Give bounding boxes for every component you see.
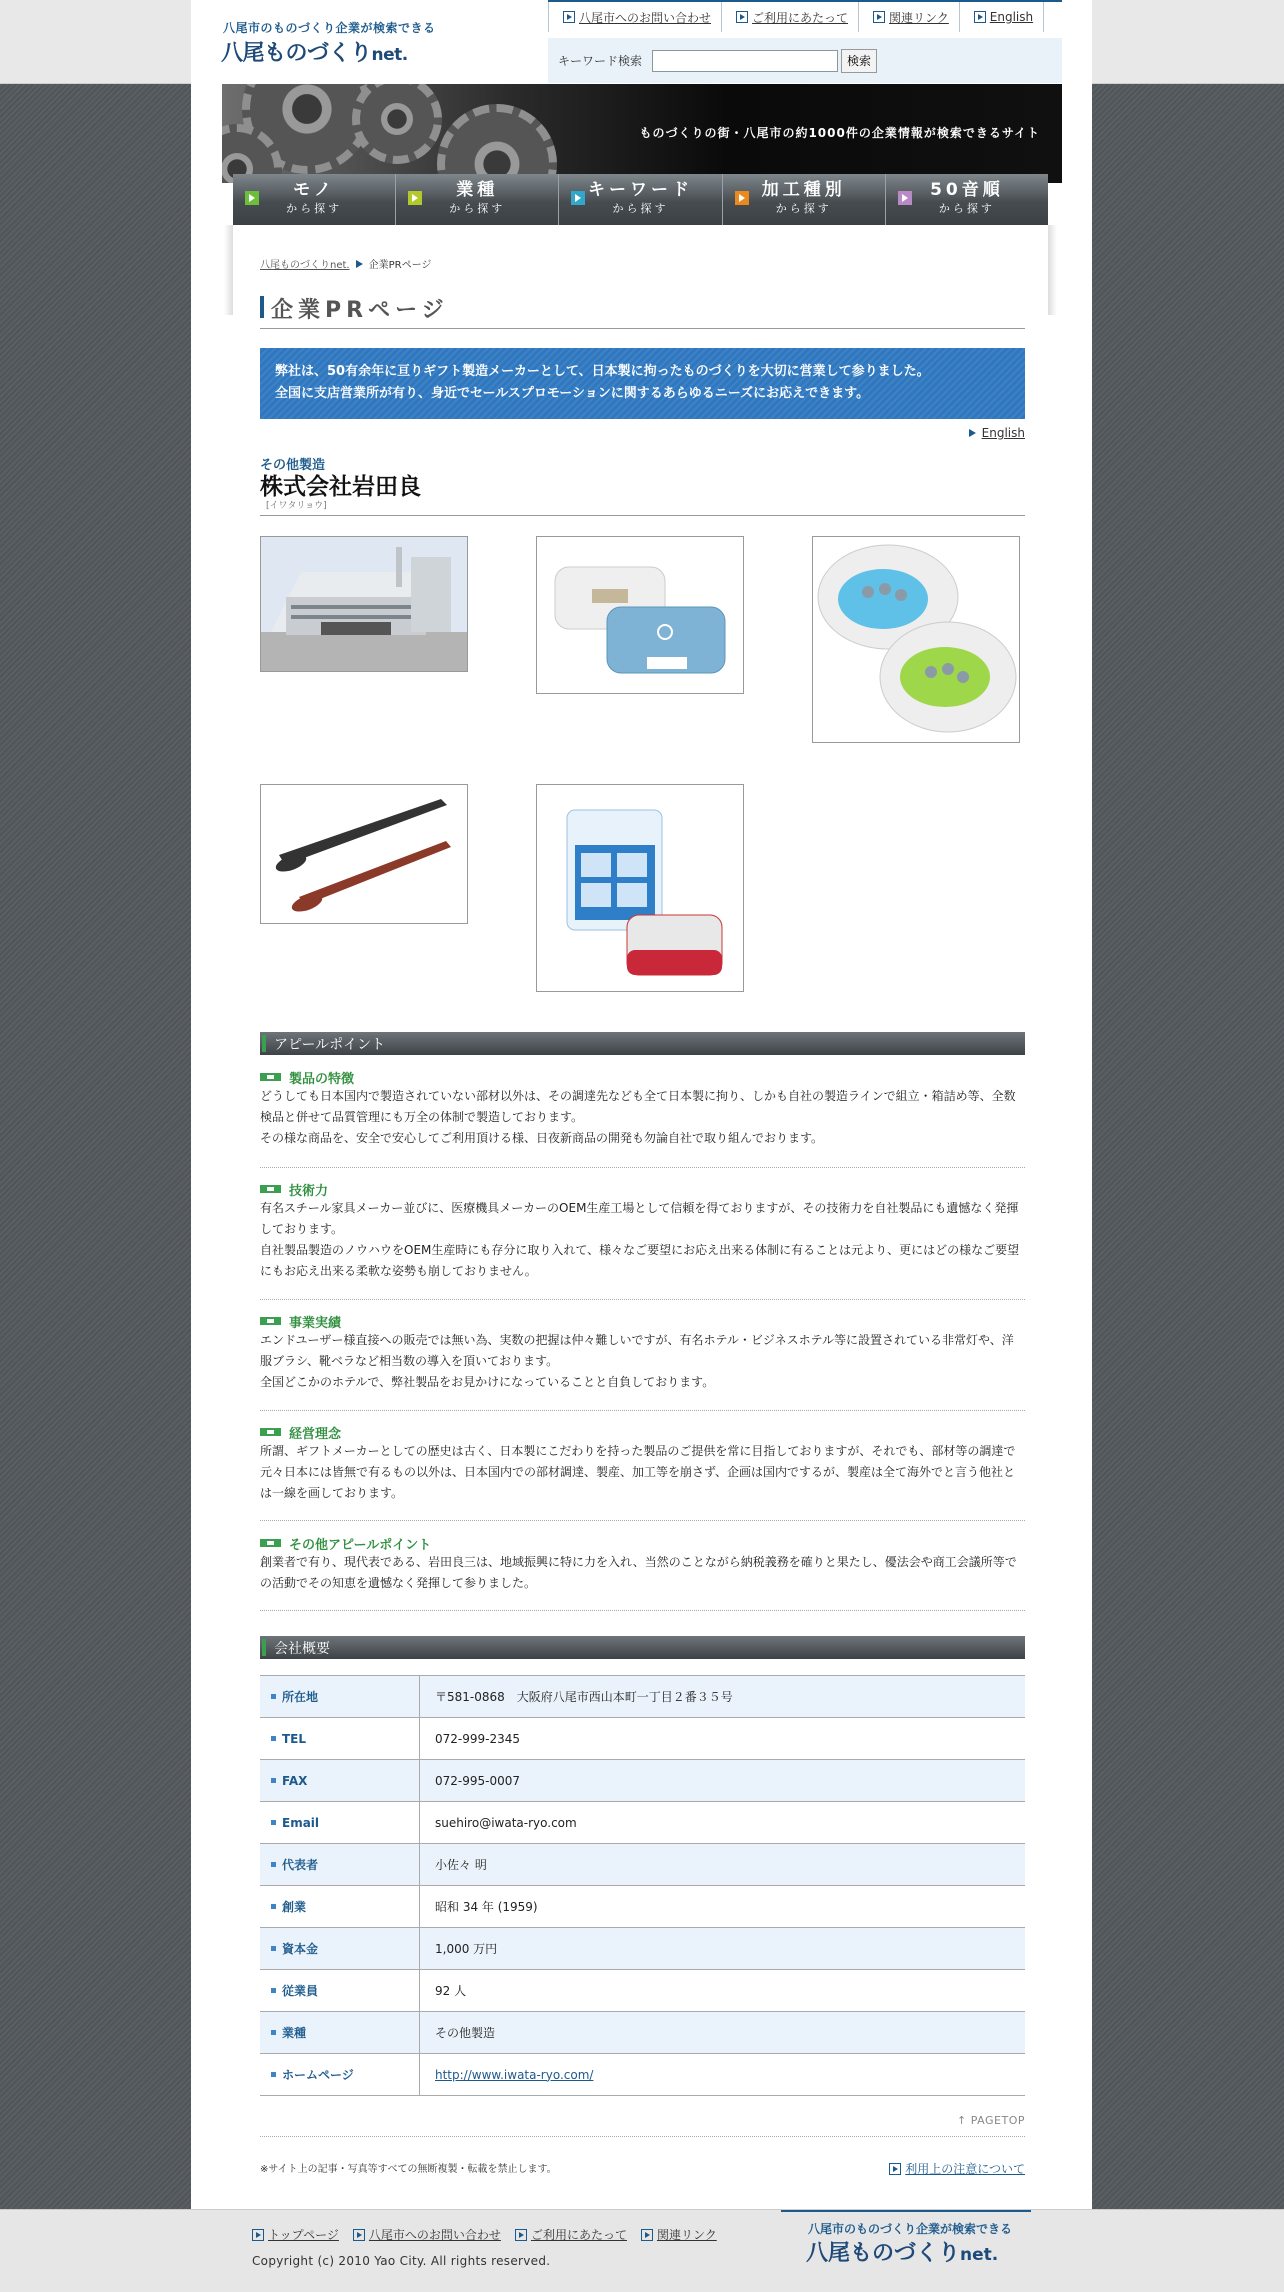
english-page-link[interactable] — [963, 426, 1025, 440]
table-row — [260, 1928, 1025, 1970]
appeal-text: 有名スチール家具メーカー並びに、医療機具メーカーのOEM生産工場として信頼を得ておりますが、その技術力を自社製品にも遺憾なく発揮しております。 — [260, 1201, 1019, 1236]
appeal-title — [260, 1180, 1025, 1198]
row-label: 代表者 — [260, 1844, 420, 1885]
copyright-notice: ※サイト上の記事・写真等すべての無断複製・転載を禁止します。 — [260, 2164, 557, 2175]
gnav-sublabel: から探す — [449, 202, 506, 215]
photo-shoehorn[interactable] — [260, 784, 468, 924]
arrow-icon — [245, 191, 259, 205]
footer-nav-contact[interactable] — [353, 2226, 501, 2243]
header-nav-link[interactable]: English — [989, 10, 1034, 24]
triangle-icon — [969, 429, 976, 437]
pr-line: 全国に支店営業所が有り、身近でセールスプロモーションに関するあらゆるニーズにお応えできます。 — [275, 386, 870, 401]
footer-nav-top[interactable] — [252, 2226, 339, 2243]
appeal-title — [260, 1534, 1025, 1552]
label-icon — [260, 1185, 281, 1193]
gnav-sublabel: から探す — [775, 202, 832, 215]
row-label: ホームページ — [260, 2054, 420, 2095]
appeal-text: 自社製品製造のノウハウをOEM生産時にも存分に取り入れて、様々なご要望にお応え出来る体制に有ることは元より、更にはどの様なご要望にもお応え出来る柔軟な姿勢も崩しておりません。 — [260, 1243, 1020, 1278]
table-row — [260, 1886, 1025, 1928]
appeal-text: 全国どこかのホテルで、弊社製品をお見かけになっていることと自負しております。 — [260, 1375, 715, 1389]
gnav-label: キーワード — [588, 180, 693, 200]
footer-nav-link[interactable]: ご利用にあたって — [530, 2228, 627, 2242]
footer-logo-net: net. — [960, 2245, 999, 2265]
gnav-label: 50音順 — [930, 180, 1004, 200]
banner-caption: ものづくりの街・八尾市の約1000件の企業情報が検索できるサイト — [639, 126, 1040, 140]
gnav-item-kana[interactable] — [886, 174, 1048, 225]
row-value: 昭和 34 年 (1959) — [435, 1900, 538, 1914]
appeal-title-text: 製品の特徴 — [289, 1071, 355, 1087]
page-title: 企業PRページ — [260, 293, 1025, 329]
table-row — [260, 2054, 1025, 2096]
table-row — [260, 1676, 1025, 1718]
footer-logo[interactable] — [806, 2236, 998, 2267]
site-logo[interactable] — [221, 36, 408, 67]
header-nav-english[interactable] — [959, 2, 1044, 32]
company-overview-table — [260, 1675, 1025, 2096]
footer-nav-usage[interactable] — [515, 2226, 627, 2243]
row-value: suehiro@iwata-ryo.com — [435, 1815, 577, 1830]
row-label: 資本金 — [260, 1928, 420, 1969]
row-label: 創業 — [260, 1886, 420, 1927]
arrow-icon — [898, 191, 912, 205]
arrow-icon — [515, 2229, 527, 2241]
row-value: 〒581-0868 大阪府八尾市西山本町一丁目２番３５号 — [435, 1690, 733, 1704]
arrow-icon — [889, 2163, 901, 2175]
label-icon — [260, 1539, 281, 1547]
gnav-sublabel: から探す — [612, 202, 669, 215]
breadcrumb-home[interactable]: 八尾ものづくりnet. — [260, 260, 350, 271]
footer-nav-links[interactable] — [641, 2226, 717, 2243]
search-input[interactable] — [652, 50, 838, 72]
appeal-title — [260, 1068, 1025, 1086]
row-label: Email — [260, 1802, 420, 1843]
arrow-icon — [252, 2229, 264, 2241]
appeal-title-text: 技術力 — [289, 1183, 329, 1199]
footer-nav — [252, 2226, 731, 2243]
company-kana: [イワタリョウ] — [266, 501, 327, 511]
appeal-title — [260, 1312, 1025, 1330]
header-nav-link[interactable]: ご利用にあたって — [752, 10, 849, 25]
arrow-icon — [641, 2229, 653, 2241]
arrow-icon — [974, 11, 986, 23]
row-value: 072-999-2345 — [435, 1731, 521, 1746]
gear-icon — [437, 104, 557, 183]
arrow-icon — [571, 191, 585, 205]
company-name: 株式会社岩田良 — [260, 474, 421, 500]
appeal-item-other — [260, 1534, 1025, 1611]
table-row — [260, 1844, 1025, 1886]
breadcrumb — [260, 256, 431, 271]
appeal-text: 所謂、ギフトメーカーとしての歴史は古く、日本製にこだわりを持った製品のご提供を常に目指しておりますが、それでも、部材等の調達で元々日本には皆無で有るもの以外は、日本国内での部材調達、製産、加工等を崩さず、企画は国内でするが、製産は全て海外でと言う他社とは一線を画しております。 — [260, 1444, 1016, 1500]
arrow-icon — [563, 11, 575, 23]
homepage-link[interactable]: http://www.iwata-ryo.com/ — [435, 2067, 594, 2082]
global-nav — [233, 174, 1048, 225]
row-label: 業種 — [260, 2012, 420, 2053]
triangle-icon — [356, 260, 363, 268]
label-icon — [260, 1428, 281, 1436]
page-container — [191, 0, 1092, 2292]
row-value: その他製造 — [435, 2026, 496, 2040]
table-row — [260, 1802, 1025, 1844]
nav-shadow — [224, 225, 233, 315]
appeal-text: エンドユーザー様直接への販売では無い為、実数の把握は仲々難しいですが、有名ホテル・ビジネスホテル等に設置されている非常灯や、洋服ブラシ、靴ベラなど相当数の導入を頂いております。 — [260, 1333, 1014, 1368]
photo-medi-case[interactable] — [536, 784, 744, 992]
photo-pill-case[interactable] — [536, 536, 744, 694]
usage-notice-link[interactable] — [889, 2160, 1025, 2177]
nav-shadow — [1048, 225, 1057, 315]
header-nav-link[interactable]: 関連リンク — [889, 10, 949, 25]
keyword-search-bar — [548, 38, 1062, 83]
row-value — [420, 2054, 1025, 2095]
gnav-item-keyword[interactable] — [559, 174, 722, 225]
gear-icon — [352, 84, 442, 164]
logo-net: net. — [371, 45, 408, 65]
label-icon — [260, 1317, 281, 1325]
row-label: 所在地 — [260, 1676, 420, 1717]
section-heading-appeal: アピールポイント — [260, 1032, 1025, 1055]
gnav-sublabel: から探す — [938, 202, 995, 215]
header-nav-link[interactable]: 八尾市へのお問い合わせ — [579, 10, 712, 25]
footer-nav-link[interactable]: トップページ — [268, 2228, 339, 2242]
pr-line: 弊社は、50有余年に亘りギフト製造メーカーとして、日本製に拘ったものづくりを大切に営業して参りました。 — [275, 364, 930, 379]
logo-text: 八尾ものづくり — [221, 41, 372, 66]
table-row — [260, 1970, 1025, 2012]
divider — [260, 515, 1025, 516]
appeal-item-features — [260, 1068, 1025, 1168]
appeal-text: 創業者で有り、現代表である、岩田良三は、地域振興に特に力を入れ、当然のことながら納税義務を確りと果たし、優法会や商工会議所等での活動でその知恵を遺憾なく発揮して参りました。 — [260, 1555, 1017, 1590]
section-heading-overview: 会社概要 — [260, 1636, 1025, 1659]
table-row — [260, 1718, 1025, 1760]
appeal-item-track-record — [260, 1312, 1025, 1411]
arrow-icon — [873, 11, 885, 23]
english-link-text[interactable]: English — [981, 426, 1025, 440]
arrow-icon — [735, 191, 749, 205]
gnav-label: 加工種別 — [761, 180, 846, 200]
row-value: 1,000 万円 — [435, 1942, 498, 1956]
appeal-item-technology — [260, 1180, 1025, 1300]
footer-logo-bar — [781, 2210, 1031, 2212]
header-nav-links[interactable] — [858, 2, 959, 32]
copyright: Copyright (c) 2010 Yao City. All rights reserved. — [252, 2254, 551, 2268]
row-label: TEL — [260, 1718, 420, 1759]
row-value: 072-995-0007 — [435, 1773, 521, 1788]
search-button[interactable]: 検索 — [841, 49, 877, 73]
appeal-title-text: 事業実績 — [289, 1315, 342, 1331]
header-nav-contact[interactable] — [548, 2, 721, 32]
search-label: キーワード検索 — [558, 54, 643, 68]
table-row — [260, 2012, 1025, 2054]
pagetop-link[interactable]: ↑ PAGETOP — [957, 2114, 1025, 2127]
footer — [0, 2209, 1284, 2292]
pagetop-text: PAGETOP — [970, 2114, 1025, 2127]
appeal-item-philosophy — [260, 1423, 1025, 1521]
hero-banner — [222, 84, 1062, 183]
arrow-icon — [353, 2229, 365, 2241]
appeal-text: その様な商品を、安全で安心してご利用頂ける様、日夜新商品の開発も勿論自社で取り組んでおります。 — [260, 1131, 824, 1145]
footer-nav-link[interactable]: 関連リンク — [656, 2228, 717, 2242]
footer-logo-text: 八尾ものづくり — [806, 2241, 961, 2266]
header-nav — [548, 0, 1062, 30]
gnav-item-industry[interactable] — [396, 174, 559, 225]
gnav-label: モノ — [293, 180, 336, 200]
arrow-icon — [408, 191, 422, 205]
logo-tagline: 八尾市のものづくり企業が検索できる — [223, 21, 436, 35]
divider — [260, 2136, 1025, 2137]
company-category: その他製造 — [260, 458, 326, 473]
footer-logo-tagline: 八尾市のものづくり企業が検索できる — [808, 2222, 1013, 2236]
table-row — [260, 1760, 1025, 1802]
pr-message — [260, 348, 1025, 419]
usage-notice-text[interactable]: 利用上の注意について — [905, 2162, 1025, 2176]
appeal-title — [260, 1423, 1025, 1441]
row-label: 従業員 — [260, 1970, 420, 2011]
appeal-text: どうしても日本国内で製造されていない部材以外は、その調達先なども全て日本製に拘り、しかも自社の製造ラインで組立・箱詰め等、全数検品と併せて品質管理にも万全の体制で製造しております。 — [260, 1089, 1016, 1124]
gnav-item-mono[interactable] — [233, 174, 396, 225]
row-value: 小佐々 明 — [435, 1858, 487, 1872]
row-label: FAX — [260, 1760, 420, 1801]
header-nav-usage[interactable] — [721, 2, 858, 32]
footer-nav-link[interactable]: 八尾市へのお問い合わせ — [368, 2228, 501, 2242]
gnav-label: 業種 — [456, 180, 499, 200]
photo-foot-massager[interactable] — [812, 536, 1020, 743]
label-icon — [260, 1073, 281, 1081]
appeal-title-text: 経営理念 — [289, 1426, 342, 1442]
appeal-title-text: その他アピールポイント — [289, 1537, 432, 1553]
arrow-icon — [736, 11, 748, 23]
breadcrumb-current: 企業PRページ — [368, 260, 432, 271]
gnav-sublabel: から探す — [286, 202, 343, 215]
photo-factory[interactable] — [260, 536, 468, 672]
row-value: 92 人 — [435, 1984, 467, 1998]
gnav-item-process[interactable] — [723, 174, 886, 225]
